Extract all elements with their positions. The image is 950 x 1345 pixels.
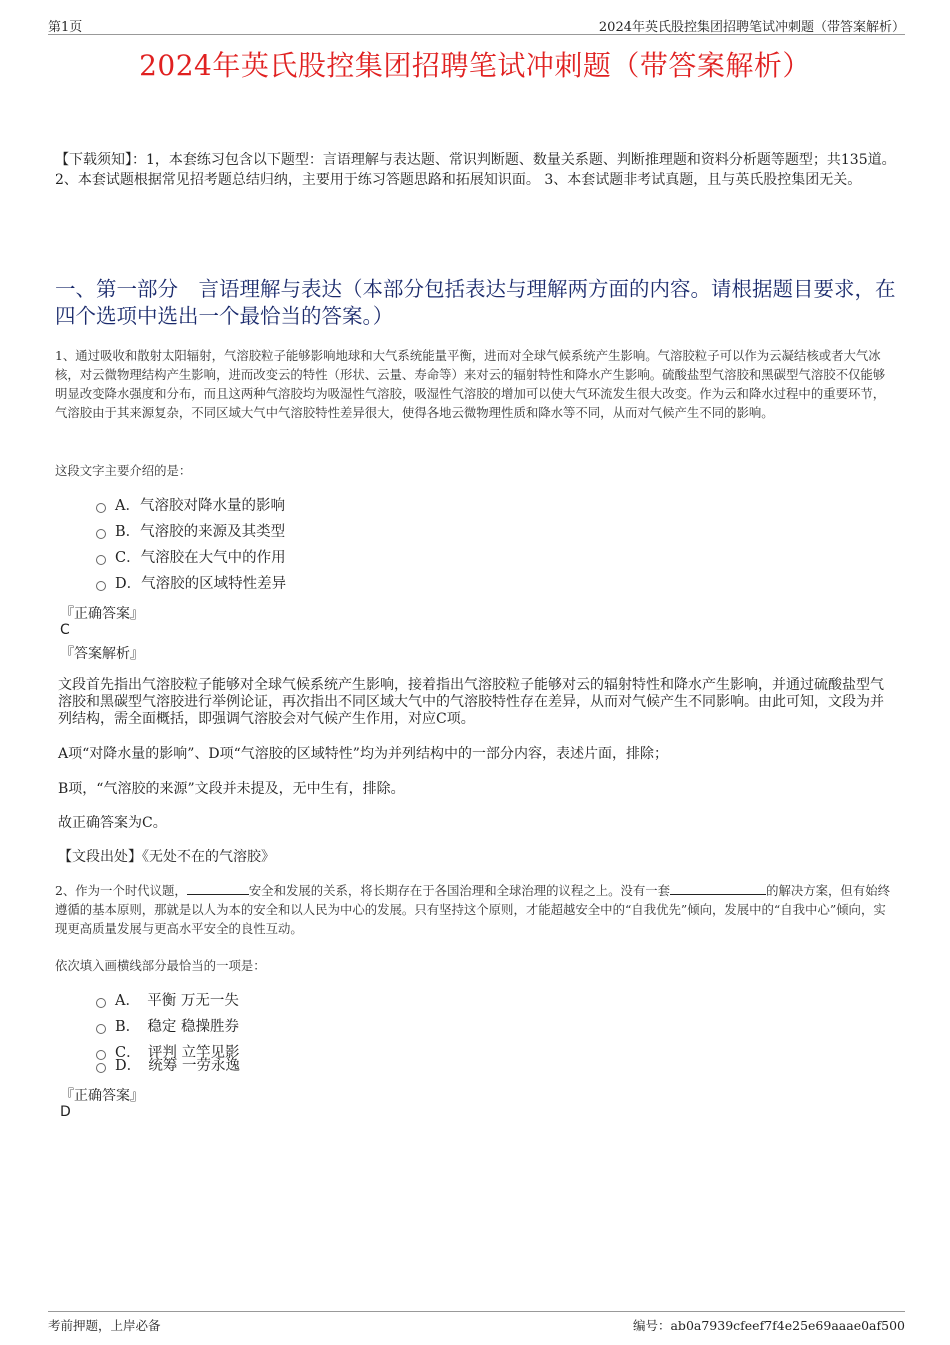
option-label: B． 稳定 稳操胜券	[115, 1019, 240, 1035]
header-doc-title: 2024年英氏股控集团招聘笔试冲刺题（带答案解析）	[598, 20, 905, 35]
q2-text-part-c: 的解决方案，但有始终遵循的基本原则，那就是以人为本的安全和以人民为中心的发展。只有坚持这个原则，才能超越安全中的“自我优先”倾向，发展中的“自我中心”倾向，实现更高质量发展与更高水平安全的良性互动。	[55, 883, 890, 936]
q1-option-d[interactable]	[96, 574, 286, 594]
q1-option-b[interactable]	[96, 522, 285, 542]
option-label: C．气溶胶在大气中的作用	[115, 550, 286, 566]
page-footer	[48, 1311, 905, 1336]
radio-icon[interactable]	[96, 503, 106, 513]
radio-icon[interactable]	[96, 555, 106, 565]
option-label: C． 评判 立竿见影	[115, 1045, 240, 1061]
q1-analysis-main: 文段首先指出气溶胶粒子能够对全球气候系统产生影响，接着指出气溶胶粒子能够对云的辐射特性和降水产生影响，并通过硫酸盐型气溶胶和黑碳型气溶胶进行举例论证，再次指出不同区域大气中的气溶胶特性存在差异，从而对气候产生不同影响。由此可知，文段为并列结构，需全面概括，即强调气溶胶会对气候产生作用，对应C项。	[58, 677, 884, 727]
question-2-text	[55, 881, 897, 938]
option-label: B．气溶胶的来源及其类型	[115, 524, 286, 540]
q2-option-d[interactable]	[96, 1056, 240, 1076]
footer-doc-id: 编号：ab0a7939cfeef7f4e25e69aaae0af500	[632, 1318, 905, 1333]
q1-analysis-conclusion: 故正确答案为C。	[58, 815, 167, 831]
page-number: 第1页	[48, 20, 83, 35]
q1-analysis-b: B项，“气溶胶的来源”文段并未提及，无中生有，排除。	[58, 781, 405, 797]
question-1-prompt: 这段文字主要介绍的是：	[55, 463, 192, 478]
option-label: A．气溶胶对降水量的影响	[115, 498, 285, 514]
q1-source: 【文段出处】《无处不在的气溶胶》	[58, 849, 275, 865]
q2-text-part-b: 安全和发展的关系，将长期存在于各国治理和全球治理的议程之上。没有一套	[248, 883, 671, 898]
q2-option-a[interactable]	[96, 991, 239, 1011]
q1-analysis-ad: A项“对降水量的影响”、D项“气溶胶的区域特性”均为并列结构中的一部分内容，表述片面，排除；	[58, 746, 668, 762]
option-label: A． 平衡 万无一失	[115, 993, 239, 1009]
question-1-text: 1、通过吸收和散射太阳辐射，气溶胶粒子能够影响地球和大气系统能量平衡，进而对全球气候系统产生影响。气溶胶粒子可以作为云凝结核或者大气冰核，对云微物理结构产生影响，进而改变云的特性（形状、云量、寿命等）来对云的辐射特性和降水产生影响。硫酸盐型气溶胶和黑碳型气溶胶不仅能够明显改变降水强度和分布，而且这两种气溶胶均为吸湿性气溶胶，吸湿性气溶胶的增加可以使大气环流发生很大改变。作为云和降水过程中的重要环节，气溶胶由于其来源复杂，不同区域大气中气溶胶特性差异很大，使得各地云微物理性质和降水等不同，从而对气候产生不同的影响。	[55, 348, 886, 420]
q1-answer: C	[60, 622, 70, 638]
q1-analysis-label: 『答案解析』	[60, 646, 144, 662]
document-title: 2024年英氏股控集团招聘笔试冲刺题（带答案解析）	[139, 49, 811, 82]
radio-icon[interactable]	[96, 529, 106, 539]
radio-icon[interactable]	[96, 1024, 106, 1034]
section-heading: 一、第一部分 言语理解与表达（本部分包括表达与理解两方面的内容。请根据题目要求，在四个选项中选出一个最恰当的答案。）	[55, 277, 896, 328]
q1-answer-label: 『正确答案』	[60, 606, 144, 622]
blank-2	[670, 881, 766, 895]
option-label: D．气溶胶的区域特性差异	[115, 576, 287, 592]
footer-slogan: 考前押题，上岸必备	[48, 1318, 161, 1333]
radio-icon[interactable]	[96, 1063, 106, 1073]
radio-icon[interactable]	[96, 998, 106, 1008]
blank-1	[187, 881, 249, 895]
q2-text-part-a: 2、作为一个时代议题，	[55, 883, 187, 898]
q2-answer: D	[60, 1104, 71, 1120]
radio-icon[interactable]	[96, 581, 106, 591]
page-header	[48, 14, 905, 35]
q2-option-b[interactable]	[96, 1017, 239, 1037]
question-2-prompt: 依次填入画横线部分最恰当的一项是：	[55, 958, 266, 973]
download-notice: 【下载须知】：1，本套练习包含以下题型：言语理解与表达题、常识判断题、数量关系题、判断推理题和资料分析题等题型；共135道。 2、本套试题根据常见招考题总结归纳，主要用于练习答题思路和拓展知识面。 3、本套试题非考试真题，且与英氏股控集团无关。	[55, 152, 896, 188]
option-label: D． 统筹 一劳永逸	[115, 1058, 240, 1074]
q2-answer-label: 『正确答案』	[60, 1088, 144, 1104]
q1-option-c[interactable]	[96, 548, 286, 568]
q1-option-a[interactable]	[96, 496, 285, 516]
